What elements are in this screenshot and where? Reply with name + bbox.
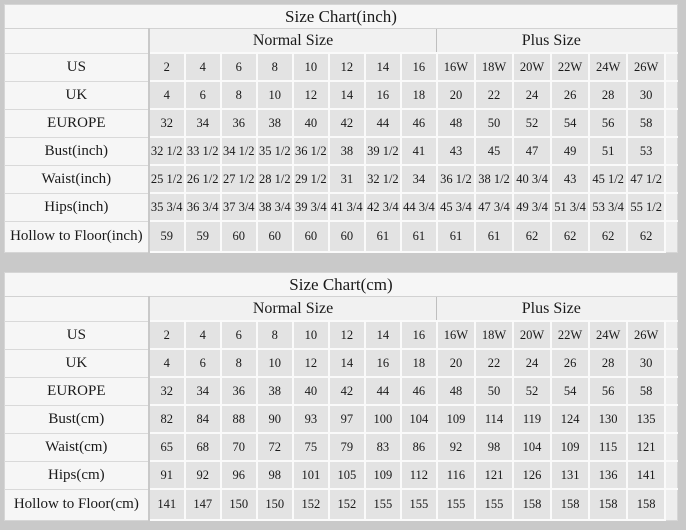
size-value-cell: 16W	[437, 53, 475, 81]
row-label: UK	[5, 81, 149, 109]
spacer-cell	[665, 377, 677, 405]
size-value-cell: 147	[185, 489, 221, 520]
size-value-cell: 96	[221, 461, 257, 489]
size-value-cell: 155	[365, 489, 401, 520]
size-value-cell: 14	[365, 321, 401, 349]
size-value-cell: 49 3/4	[513, 193, 551, 221]
size-value-cell: 56	[589, 109, 627, 137]
size-value-cell: 24W	[589, 321, 627, 349]
size-value-cell: 31	[329, 165, 365, 193]
size-value-cell: 91	[149, 461, 185, 489]
size-value-cell: 38 3/4	[257, 193, 293, 221]
size-value-cell: 53	[627, 137, 665, 165]
size-value-cell: 6	[185, 349, 221, 377]
size-value-cell: 97	[329, 405, 365, 433]
size-value-cell: 104	[513, 433, 551, 461]
size-value-cell: 121	[627, 433, 665, 461]
size-value-cell: 44 3/4	[401, 193, 437, 221]
size-value-cell: 4	[185, 321, 221, 349]
size-value-cell: 16	[365, 81, 401, 109]
size-value-cell: 28 1/2	[257, 165, 293, 193]
table-row	[5, 165, 678, 193]
size-value-cell: 42	[329, 377, 365, 405]
size-value-cell: 72	[257, 433, 293, 461]
size-value-cell: 22	[475, 349, 513, 377]
spacer-cell	[665, 461, 677, 489]
size-value-cell: 58	[627, 109, 665, 137]
size-value-cell: 12	[293, 81, 329, 109]
size-value-cell: 38	[329, 137, 365, 165]
size-value-cell: 36 3/4	[185, 193, 221, 221]
row-label: UK	[5, 349, 149, 377]
size-value-cell: 82	[149, 405, 185, 433]
size-value-cell: 33 1/2	[185, 137, 221, 165]
size-value-cell: 24W	[589, 53, 627, 81]
size-value-cell: 70	[221, 433, 257, 461]
spacer-cell	[665, 109, 677, 137]
size-value-cell: 59	[185, 221, 221, 252]
size-chart-table	[4, 4, 678, 253]
size-value-cell: 30	[627, 349, 665, 377]
size-value-cell: 47 1/2	[627, 165, 665, 193]
size-value-cell: 22	[475, 81, 513, 109]
size-value-cell: 42	[329, 109, 365, 137]
size-value-cell: 126	[513, 461, 551, 489]
size-value-cell: 45 1/2	[589, 165, 627, 193]
size-value-cell: 34	[401, 165, 437, 193]
size-value-cell: 14	[365, 53, 401, 81]
size-value-cell: 86	[401, 433, 437, 461]
size-value-cell: 105	[329, 461, 365, 489]
size-value-cell: 20W	[513, 53, 551, 81]
size-value-cell: 130	[589, 405, 627, 433]
size-value-cell: 32	[149, 109, 185, 137]
size-value-cell: 101	[293, 461, 329, 489]
row-label: Hollow to Floor(cm)	[5, 489, 149, 520]
size-value-cell: 62	[589, 221, 627, 252]
plus-size-header: Plus Size	[437, 297, 665, 322]
size-value-cell: 6	[221, 321, 257, 349]
size-value-cell: 61	[401, 221, 437, 252]
size-value-cell: 109	[551, 433, 589, 461]
size-value-cell: 34	[185, 109, 221, 137]
size-value-cell: 10	[257, 81, 293, 109]
size-value-cell: 49	[551, 137, 589, 165]
size-value-cell: 54	[551, 377, 589, 405]
spacer-cell	[665, 193, 677, 221]
size-value-cell: 53 3/4	[589, 193, 627, 221]
size-value-cell: 135	[627, 405, 665, 433]
size-value-cell: 56	[589, 377, 627, 405]
size-value-cell: 119	[513, 405, 551, 433]
size-value-cell: 52	[513, 377, 551, 405]
size-value-cell: 10	[293, 53, 329, 81]
size-value-cell: 36	[221, 109, 257, 137]
size-value-cell: 152	[293, 489, 329, 520]
size-value-cell: 32 1/2	[365, 165, 401, 193]
size-value-cell: 116	[437, 461, 475, 489]
row-label: Hollow to Floor(inch)	[5, 221, 149, 252]
size-value-cell: 62	[513, 221, 551, 252]
size-value-cell: 51 3/4	[551, 193, 589, 221]
size-value-cell: 26	[551, 81, 589, 109]
size-value-cell: 38	[257, 377, 293, 405]
size-value-cell: 47 3/4	[475, 193, 513, 221]
size-value-cell: 20W	[513, 321, 551, 349]
size-value-cell: 88	[221, 405, 257, 433]
size-value-cell: 83	[365, 433, 401, 461]
size-value-cell: 26 1/2	[185, 165, 221, 193]
size-value-cell: 43	[437, 137, 475, 165]
size-value-cell: 40 3/4	[513, 165, 551, 193]
size-value-cell: 36	[221, 377, 257, 405]
size-value-cell: 36 1/2	[437, 165, 475, 193]
size-value-cell: 46	[401, 109, 437, 137]
spacer-cell	[665, 29, 677, 54]
normal-size-header: Normal Size	[149, 297, 437, 322]
size-value-cell: 51	[589, 137, 627, 165]
size-value-cell: 16W	[437, 321, 475, 349]
size-value-cell: 158	[551, 489, 589, 520]
size-value-cell: 68	[185, 433, 221, 461]
spacer-cell	[665, 349, 677, 377]
size-value-cell: 20	[437, 349, 475, 377]
size-value-cell: 29 1/2	[293, 165, 329, 193]
size-value-cell: 6	[221, 53, 257, 81]
size-value-cell: 155	[475, 489, 513, 520]
size-value-cell: 61	[365, 221, 401, 252]
size-value-cell: 50	[475, 109, 513, 137]
size-value-cell: 16	[401, 53, 437, 81]
size-value-cell: 46	[401, 377, 437, 405]
size-value-cell: 152	[329, 489, 365, 520]
size-value-cell: 92	[185, 461, 221, 489]
size-value-cell: 54	[551, 109, 589, 137]
size-value-cell: 32	[149, 377, 185, 405]
size-value-cell: 22W	[551, 321, 589, 349]
size-value-cell: 62	[551, 221, 589, 252]
size-value-cell: 48	[437, 109, 475, 137]
size-value-cell: 61	[437, 221, 475, 252]
size-value-cell: 92	[437, 433, 475, 461]
size-value-cell: 34	[185, 377, 221, 405]
size-value-cell: 14	[329, 349, 365, 377]
size-value-cell: 60	[257, 221, 293, 252]
table-title: Size Chart(cm)	[5, 273, 678, 297]
size-value-cell: 47	[513, 137, 551, 165]
table-row	[5, 109, 678, 137]
size-value-cell: 158	[513, 489, 551, 520]
table-row	[5, 433, 678, 461]
table-row	[5, 193, 678, 221]
size-value-cell: 131	[551, 461, 589, 489]
size-value-cell: 124	[551, 405, 589, 433]
size-value-cell: 25 1/2	[149, 165, 185, 193]
size-value-cell: 109	[437, 405, 475, 433]
size-value-cell: 55 1/2	[627, 193, 665, 221]
size-value-cell: 24	[513, 349, 551, 377]
row-label: Bust(inch)	[5, 137, 149, 165]
size-value-cell: 4	[149, 349, 185, 377]
size-value-cell: 16	[401, 321, 437, 349]
size-value-cell: 38	[257, 109, 293, 137]
corner-blank-cell	[5, 297, 149, 322]
size-value-cell: 26W	[627, 53, 665, 81]
row-label: Waist(inch)	[5, 165, 149, 193]
size-chart-cm	[4, 272, 686, 521]
size-value-cell: 37 3/4	[221, 193, 257, 221]
plus-size-header: Plus Size	[437, 29, 665, 54]
size-value-cell: 34 1/2	[221, 137, 257, 165]
size-value-cell: 42 3/4	[365, 193, 401, 221]
size-value-cell: 32 1/2	[149, 137, 185, 165]
spacer-cell	[665, 165, 677, 193]
size-value-cell: 109	[365, 461, 401, 489]
size-chart-inch	[4, 4, 686, 253]
size-value-cell: 14	[329, 81, 365, 109]
size-value-cell: 35 3/4	[149, 193, 185, 221]
size-value-cell: 115	[589, 433, 627, 461]
size-value-cell: 39 3/4	[293, 193, 329, 221]
spacer-cell	[665, 433, 677, 461]
spacer-cell	[665, 321, 677, 349]
size-value-cell: 12	[293, 349, 329, 377]
table-row	[5, 377, 678, 405]
size-value-cell: 141	[627, 461, 665, 489]
size-value-cell: 79	[329, 433, 365, 461]
row-label: Waist(cm)	[5, 433, 149, 461]
size-value-cell: 44	[365, 377, 401, 405]
size-value-cell: 61	[475, 221, 513, 252]
size-value-cell: 155	[401, 489, 437, 520]
size-value-cell: 48	[437, 377, 475, 405]
size-value-cell: 114	[475, 405, 513, 433]
size-value-cell: 150	[221, 489, 257, 520]
table-row	[5, 53, 678, 81]
size-value-cell: 59	[149, 221, 185, 252]
size-value-cell: 65	[149, 433, 185, 461]
size-value-cell: 18W	[475, 321, 513, 349]
size-value-cell: 8	[221, 81, 257, 109]
table-row	[5, 461, 678, 489]
size-value-cell: 60	[329, 221, 365, 252]
size-value-cell: 150	[257, 489, 293, 520]
size-value-cell: 43	[551, 165, 589, 193]
row-label: US	[5, 321, 149, 349]
size-value-cell: 41 3/4	[329, 193, 365, 221]
size-value-cell: 39 1/2	[365, 137, 401, 165]
table-row	[5, 137, 678, 165]
spacer-cell	[665, 405, 677, 433]
size-value-cell: 18	[401, 349, 437, 377]
table-row	[5, 221, 678, 252]
size-value-cell: 100	[365, 405, 401, 433]
size-value-cell: 4	[149, 81, 185, 109]
row-label: Bust(cm)	[5, 405, 149, 433]
size-value-cell: 20	[437, 81, 475, 109]
size-value-cell: 12	[329, 321, 365, 349]
size-value-cell: 35 1/2	[257, 137, 293, 165]
size-value-cell: 50	[475, 377, 513, 405]
size-value-cell: 121	[475, 461, 513, 489]
size-value-cell: 10	[257, 349, 293, 377]
size-value-cell: 158	[627, 489, 665, 520]
size-value-cell: 22W	[551, 53, 589, 81]
size-value-cell: 90	[257, 405, 293, 433]
size-value-cell: 26	[551, 349, 589, 377]
size-value-cell: 75	[293, 433, 329, 461]
size-value-cell: 141	[149, 489, 185, 520]
size-value-cell: 24	[513, 81, 551, 109]
size-value-cell: 28	[589, 349, 627, 377]
table-row	[5, 321, 678, 349]
table-row	[5, 489, 678, 520]
size-value-cell: 36 1/2	[293, 137, 329, 165]
size-value-cell: 12	[329, 53, 365, 81]
table-row	[5, 349, 678, 377]
row-label: Hips(cm)	[5, 461, 149, 489]
size-value-cell: 18W	[475, 53, 513, 81]
size-value-cell: 4	[185, 53, 221, 81]
table-title: Size Chart(inch)	[5, 5, 678, 29]
size-value-cell: 6	[185, 81, 221, 109]
size-value-cell: 104	[401, 405, 437, 433]
size-value-cell: 10	[293, 321, 329, 349]
spacer-cell	[665, 221, 677, 252]
corner-blank-cell	[5, 29, 149, 54]
spacer-cell	[665, 137, 677, 165]
size-value-cell: 93	[293, 405, 329, 433]
row-label: EUROPE	[5, 109, 149, 137]
size-value-cell: 155	[437, 489, 475, 520]
size-value-cell: 52	[513, 109, 551, 137]
row-label: Hips(inch)	[5, 193, 149, 221]
size-value-cell: 84	[185, 405, 221, 433]
size-value-cell: 8	[257, 321, 293, 349]
size-value-cell: 58	[627, 377, 665, 405]
size-value-cell: 40	[293, 377, 329, 405]
size-value-cell: 2	[149, 321, 185, 349]
size-value-cell: 112	[401, 461, 437, 489]
size-value-cell: 136	[589, 461, 627, 489]
size-value-cell: 98	[257, 461, 293, 489]
size-value-cell: 26W	[627, 321, 665, 349]
row-label: US	[5, 53, 149, 81]
size-value-cell: 41	[401, 137, 437, 165]
size-value-cell: 60	[221, 221, 257, 252]
size-value-cell: 40	[293, 109, 329, 137]
size-value-cell: 27 1/2	[221, 165, 257, 193]
size-value-cell: 45	[475, 137, 513, 165]
spacer-cell	[665, 81, 677, 109]
size-value-cell: 8	[221, 349, 257, 377]
size-value-cell: 38 1/2	[475, 165, 513, 193]
size-value-cell: 158	[589, 489, 627, 520]
normal-size-header: Normal Size	[149, 29, 437, 54]
size-value-cell: 16	[365, 349, 401, 377]
size-value-cell: 18	[401, 81, 437, 109]
size-value-cell: 8	[257, 53, 293, 81]
spacer-cell	[665, 489, 677, 520]
spacer-cell	[665, 53, 677, 81]
size-value-cell: 62	[627, 221, 665, 252]
spacer-cell	[665, 297, 677, 322]
table-row	[5, 405, 678, 433]
size-chart-table	[4, 272, 678, 521]
size-value-cell: 60	[293, 221, 329, 252]
size-value-cell: 45 3/4	[437, 193, 475, 221]
size-value-cell: 30	[627, 81, 665, 109]
size-value-cell: 2	[149, 53, 185, 81]
size-value-cell: 28	[589, 81, 627, 109]
size-value-cell: 44	[365, 109, 401, 137]
row-label: EUROPE	[5, 377, 149, 405]
table-row	[5, 81, 678, 109]
size-value-cell: 98	[475, 433, 513, 461]
